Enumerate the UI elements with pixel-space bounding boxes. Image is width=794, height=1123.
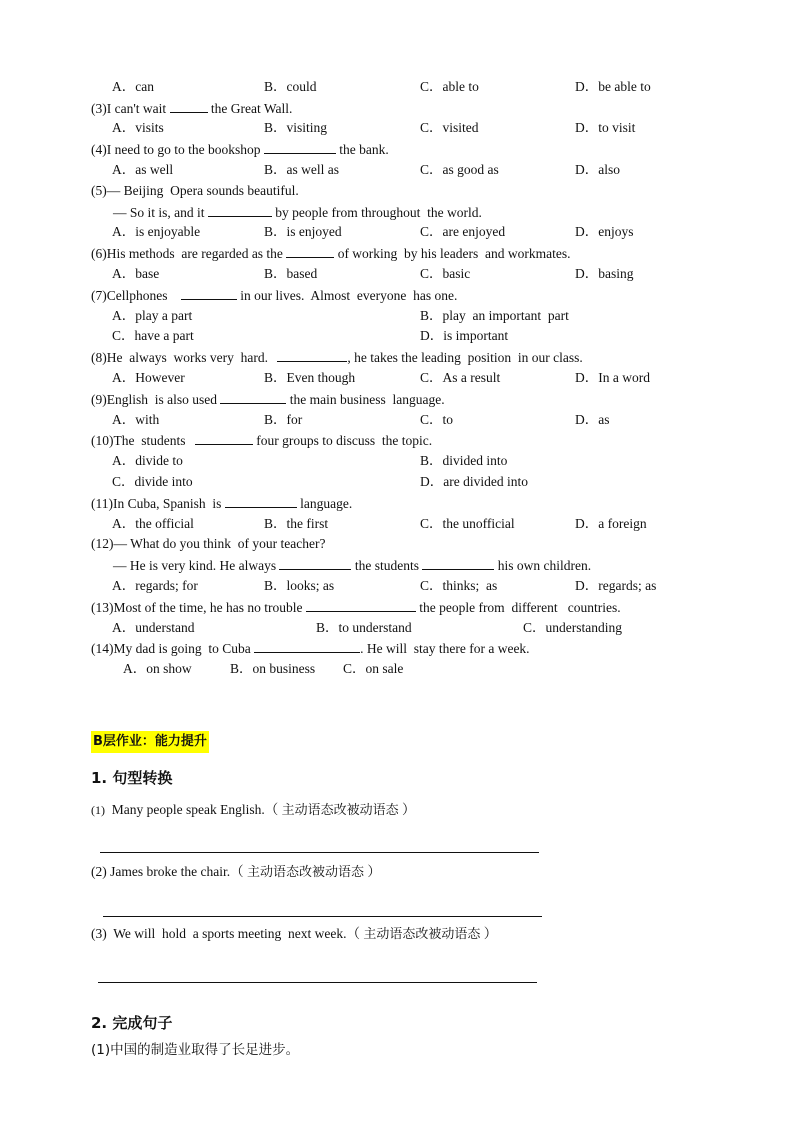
q13-option-a: A．understand bbox=[112, 620, 195, 635]
q10-option-a: A．divide to bbox=[112, 453, 183, 468]
q6-stem-start: (6)His methods are regarded as the bbox=[91, 246, 287, 261]
item-sentence: Many people speak English.（ bbox=[105, 802, 282, 817]
q13-option-c: C．understanding bbox=[523, 620, 622, 635]
part-1-title: 1. 句型转换 bbox=[91, 769, 173, 787]
answer-blank[interactable] bbox=[422, 555, 494, 570]
q6-option-c: C．basic bbox=[420, 266, 471, 281]
complete-sentence-item-1: (1)中国的制造业取得了长足进步。 bbox=[91, 1042, 300, 1058]
q4-option-b: B．as well as bbox=[264, 162, 339, 177]
answer-blank[interactable] bbox=[208, 202, 272, 217]
answer-blank[interactable] bbox=[264, 139, 336, 154]
question-5-line-2 bbox=[113, 202, 482, 223]
q14-stem-end: . He will stay there for a week. bbox=[360, 641, 530, 656]
question-3 bbox=[91, 98, 292, 119]
item-number: (3) bbox=[91, 926, 107, 941]
answer-blank[interactable] bbox=[170, 98, 208, 113]
q6-stem-end: of working by his leaders and workmates. bbox=[334, 246, 571, 261]
q8-option-c: C．As a result bbox=[420, 370, 501, 385]
answer-blank[interactable] bbox=[225, 493, 297, 508]
q4-stem-start: (4)I need to go to the bookshop bbox=[91, 142, 264, 157]
q5-stem-start: — So it is, and it bbox=[113, 205, 208, 220]
q7-stem-start: (7)Cellphones bbox=[91, 288, 171, 303]
item-close-paren: ） bbox=[363, 864, 381, 879]
q11-option-a: A．the official bbox=[112, 516, 194, 531]
q14-option-a: A．on show bbox=[123, 661, 192, 676]
q9-stem-start: (9)English is also used bbox=[91, 392, 221, 407]
question-9 bbox=[91, 389, 445, 410]
q14-option-b: B．on business bbox=[230, 661, 316, 676]
question-13 bbox=[91, 597, 621, 618]
item-number: (1) bbox=[91, 803, 105, 817]
section-b-title: B层作业：能力提升 bbox=[91, 731, 209, 753]
q3-option-b: B．visiting bbox=[264, 120, 328, 135]
q7-option-c: C．have a part bbox=[112, 328, 194, 343]
q2-option-c: C．able to bbox=[420, 79, 479, 94]
q9-option-b: B．for bbox=[264, 412, 303, 427]
q2-option-a: A．can bbox=[112, 79, 154, 94]
answer-blank[interactable] bbox=[220, 389, 286, 404]
q3-stem-end: the Great Wall. bbox=[207, 101, 293, 116]
q10-option-b: B．divided into bbox=[420, 453, 508, 468]
item-sentence: James broke the chair.（ bbox=[106, 864, 247, 879]
q2-option-b: B．could bbox=[264, 79, 317, 94]
q4-option-c: C．as good as bbox=[420, 162, 499, 177]
q10-option-c: C．divide into bbox=[112, 474, 193, 489]
item-close-paren: ） bbox=[398, 802, 416, 817]
q6-option-a: A．base bbox=[112, 266, 160, 281]
q4-stem-end: the bank. bbox=[335, 142, 389, 157]
q6-option-b: B．based bbox=[264, 266, 318, 281]
q3-option-d: D．to visit bbox=[575, 120, 636, 135]
q8-option-b: B．Even though bbox=[264, 370, 356, 385]
q12-stem-middle: the students bbox=[351, 558, 423, 573]
question-11 bbox=[91, 493, 352, 514]
item-sentence: We will hold a sports meeting next week.（ bbox=[106, 926, 364, 941]
q5-stem-end: by people from throughout the world. bbox=[271, 205, 482, 220]
q10-stem-end: four groups to discuss the topic. bbox=[252, 433, 433, 448]
q7-option-a: A．play a part bbox=[112, 308, 193, 323]
question-6 bbox=[91, 243, 571, 264]
q13-stem-end: the people from different countries. bbox=[415, 600, 621, 615]
q2-option-d: D．be able to bbox=[575, 79, 651, 94]
answer-line-2[interactable] bbox=[103, 916, 542, 917]
question-8 bbox=[91, 347, 583, 368]
q5-option-b: B．is enjoyed bbox=[264, 224, 342, 239]
item-instruction: 主动语态改被动语态 bbox=[281, 803, 399, 818]
q11-option-c: C．the unofficial bbox=[420, 516, 515, 531]
q12-option-c: C．thinks; as bbox=[420, 578, 498, 593]
q5-option-d: D．enjoys bbox=[575, 224, 634, 239]
q8-option-a: A．However bbox=[112, 370, 185, 385]
q11-stem-end: language. bbox=[296, 496, 353, 511]
q3-option-a: A．visits bbox=[112, 120, 164, 135]
q10-option-d: D．are divided into bbox=[420, 474, 528, 489]
transform-item-1 bbox=[91, 800, 416, 821]
q7-stem-end: in our lives. Almost everyone has one. bbox=[236, 288, 458, 303]
answer-line-3[interactable] bbox=[98, 982, 537, 983]
q9-option-c: C．to bbox=[420, 412, 454, 427]
q12-option-b: B．looks; as bbox=[264, 578, 335, 593]
q14-stem-start: (14)My dad is going to Cuba bbox=[91, 641, 255, 656]
answer-blank[interactable] bbox=[195, 430, 253, 445]
q8-option-d: D．In a word bbox=[575, 370, 650, 385]
answer-blank[interactable] bbox=[306, 597, 416, 612]
q4-option-d: D．also bbox=[575, 162, 620, 177]
transform-item-2 bbox=[91, 862, 381, 883]
q12-stem-end: his own children. bbox=[494, 558, 592, 573]
q10-stem-start: (10)The students bbox=[91, 433, 189, 448]
question-4 bbox=[91, 139, 389, 160]
transform-item-3 bbox=[91, 924, 497, 945]
question-14 bbox=[91, 638, 530, 659]
item-close-paren: ） bbox=[480, 926, 498, 941]
q12-option-d: D．regards; as bbox=[575, 578, 657, 593]
q5-option-a: A．is enjoyable bbox=[112, 224, 201, 239]
answer-line-1[interactable] bbox=[100, 852, 539, 853]
q13-option-b: B．to understand bbox=[316, 620, 412, 635]
question-12-line-1: (12)— What do you think of your teacher? bbox=[91, 536, 326, 551]
q6-option-d: D．basing bbox=[575, 266, 634, 281]
q11-stem-start: (11)In Cuba, Spanish is bbox=[91, 496, 225, 511]
q12-option-a: A．regards; for bbox=[112, 578, 198, 593]
answer-blank[interactable] bbox=[279, 555, 351, 570]
q7-option-d: D．is important bbox=[420, 328, 509, 343]
item-number: (2) bbox=[91, 864, 107, 879]
q9-option-d: D．as bbox=[575, 412, 610, 427]
item-instruction: 主动语态改被动语态 bbox=[246, 865, 364, 880]
answer-blank[interactable] bbox=[181, 285, 237, 300]
q14-option-c: C．on sale bbox=[343, 661, 404, 676]
answer-blank[interactable] bbox=[254, 638, 360, 653]
q3-option-c: C．visited bbox=[420, 120, 479, 135]
q5-option-c: C．are enjoyed bbox=[420, 224, 506, 239]
q11-option-b: B．the first bbox=[264, 516, 329, 531]
question-12-line-2 bbox=[113, 555, 591, 576]
answer-blank[interactable] bbox=[286, 243, 334, 258]
q9-stem-end: the main business language. bbox=[286, 392, 445, 407]
q3-stem-start: (3)I can't wait bbox=[91, 101, 170, 116]
q9-option-a: A．with bbox=[112, 412, 160, 427]
q8-stem-end: , he takes the leading position in our class. bbox=[347, 350, 583, 365]
q7-option-b: B．play an important part bbox=[420, 308, 569, 323]
part-2-title: 2. 完成句子 bbox=[91, 1014, 173, 1032]
q11-option-d: D．a foreign bbox=[575, 516, 647, 531]
question-10 bbox=[91, 430, 432, 451]
answer-blank[interactable] bbox=[277, 347, 347, 362]
item-instruction: 主动语态改被动语态 bbox=[363, 927, 481, 942]
q4-option-a: A．as well bbox=[112, 162, 174, 177]
q12-stem-start: — He is very kind. He always bbox=[113, 558, 280, 573]
question-5-line-1: (5)— Beijing Opera sounds beautiful. bbox=[91, 183, 299, 198]
q8-stem-start: (8)He always works very hard. bbox=[91, 350, 272, 365]
question-7 bbox=[91, 285, 457, 306]
q13-stem-start: (13)Most of the time, he has no trouble bbox=[91, 600, 306, 615]
